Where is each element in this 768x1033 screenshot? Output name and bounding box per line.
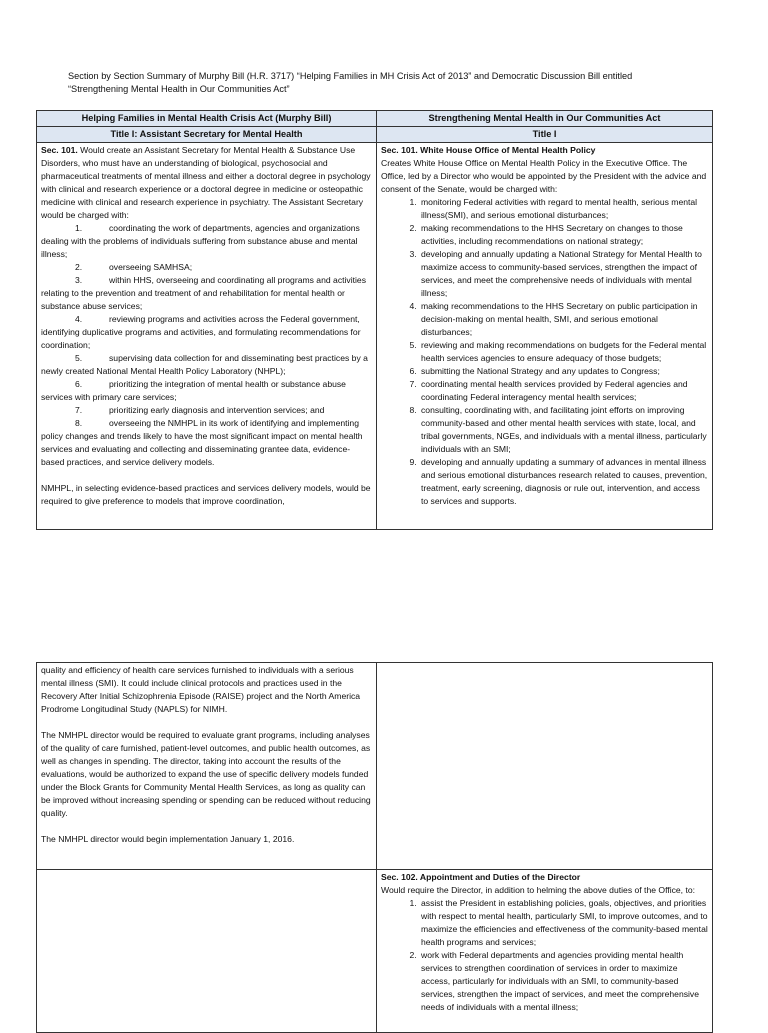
list-item <box>41 313 372 352</box>
item-number: 7. <box>75 405 83 415</box>
list-item: 3. developing and annually updating a National Strategy for Mental Health to maximize access to community-based services, strengthen the impact of services, and meet the comprehensive needs of individuals with mental illness; <box>419 248 708 300</box>
list-item <box>41 352 372 378</box>
item-number: 3. <box>75 275 83 285</box>
item-number: 2. <box>75 262 83 272</box>
section-label: Sec. 101. <box>41 145 78 155</box>
left-column-header: Helping Families in Mental Health Crisis Act (Murphy Bill) <box>37 111 377 127</box>
list-item: 9. developing and annually updating a summary of advances in mental illness and serious emotional disturbances research related to causes, prevention, treatment, early screening, diagnosis or rule out, intervention, and access to services and supports. <box>419 456 708 508</box>
murphy-continued-para-2: The NMHPL director would be required to evaluate grant programs, including analyses of the quality of care furnished, patient-level outcomes, and public health outcomes, as well as changes in spending. The director, taking into account the results of the evaluations, would be authorized to expand the use of specific delivery models funded under the Block Grants for Community Mental Health Services, as long as quality can be improved without increasing spending or spending can be reduced without reducing quality. <box>41 730 371 818</box>
section-label: Sec. 101. White House Office of Mental Health Policy <box>381 145 596 155</box>
document-intro <box>68 70 708 96</box>
item-text: within HHS, overseeing and coordinating all programs and activities relating to the prevention and treatment of and rehabilitation for mental health or substance abuse services; <box>41 275 366 311</box>
list-item: 8. consulting, coordinating with, and facilitating joint efforts on improving community-based and other mental health services with state, local, and tribal governments, NGEs, and individuals with a mental illness, particularly individuals with an SMI; <box>419 404 708 456</box>
list-item <box>41 404 372 417</box>
comparison-table <box>36 110 713 530</box>
item-text: overseeing the NMHPL in its work of identifying and implementing policy changes and trends likely to have the most significant impact on mental health services and evaluating and collecting and disseminating grantee data, evidence-based practices, and service delivery models. <box>41 418 363 467</box>
list-item <box>41 378 372 404</box>
murphy-sec-101-intro: Sec. 101. Would create an Assistant Secretary for Mental Health & Substance Use Disorders, who must have an understanding of biological, psychosocial and pharmaceutical treatments of mental illness and either a doctoral degree in psychology with clinical and research experience or a doctoral degree in medicine or osteopathic medicine with clinical and research experience in psychiatry. The Assistant Secretary would be charged with: <box>41 145 371 220</box>
comparison-table-continued <box>36 662 713 1033</box>
section-label: Sec. 102. Appointment and Duties of the Director <box>381 872 581 882</box>
left-title-header: Title I: Assistant Secretary for Mental Health <box>37 127 377 143</box>
murphy-continued-cell <box>37 663 377 870</box>
list-item <box>41 261 372 274</box>
director-duties-list <box>381 897 708 1014</box>
democratic-sec-101-intro: Creates White House Office on Mental Health Policy in the Executive Office. The Office, led by a Director who would be appointed by the President with the advice and consent of the Senate, would be charged with: <box>381 158 707 194</box>
item-text: prioritizing the integration of mental health or substance abuse services with primary care services; <box>41 379 346 402</box>
list-item: 2. work with Federal departments and agencies providing mental health services to strengthen coordination of services in order to maximize access, particularly for individuals with an SMI, to community-based services, strengthen the impact of services, and meet the comprehensive needs of individuals with a mental illness; <box>419 949 708 1014</box>
list-item: 2. making recommendations to the HHS Secretary on changes to those activities, including recommendations on national strategy; <box>419 222 708 248</box>
intro-line-2: “Strengthening Mental Health in Our Communities Act” <box>68 84 290 94</box>
right-column-header: Strengthening Mental Health in Our Communities Act <box>377 111 713 127</box>
democratic-sec-102-cell <box>377 870 713 1033</box>
item-text: reviewing programs and activities across the Federal government, identifying duplicative programs and activities, and formulating recommendations for coordination; <box>41 314 361 350</box>
democratic-sec-101-cell <box>377 143 713 530</box>
right-title-header: Title I <box>377 127 713 143</box>
murphy-continued-para-3: The NMHPL director would begin implementation January 1, 2016. <box>41 834 295 844</box>
item-text: prioritizing early diagnosis and intervention services; and <box>109 405 325 415</box>
empty-cell <box>37 870 377 1033</box>
list-item: 1. assist the President in establishing policies, goals, objectives, and priorities with respect to mental health, particularly SMI, to improve outcomes, and to maximize the efficiencies and effectiveness of the community-based mental health programs and services; <box>419 897 708 949</box>
list-item <box>41 222 372 261</box>
list-item: 1. monitoring Federal activities with regard to mental health, serious mental illness(SMI), and serious emotional disturbances; <box>419 196 708 222</box>
democratic-sec-102-intro: Would require the Director, in addition to helming the above duties of the Office, to: <box>381 885 696 895</box>
murphy-continued-para-1: quality and efficiency of health care services furnished to individuals with a serious mental illness (SMI). It could include clinical protocols and practices used in the Recovery After Initial Schizophrenia Episode (RAISE) project and the North America Prodrome Longitudinal Study (NAPLS) for NIMH. <box>41 665 361 714</box>
murphy-sec-101-cell <box>37 143 377 530</box>
item-text: overseeing SAMHSA; <box>109 262 193 272</box>
item-number: 1. <box>75 223 83 233</box>
item-number: 8. <box>75 418 83 428</box>
item-number: 5. <box>75 353 83 363</box>
white-house-duties-list <box>381 196 708 508</box>
list-item: 6. submitting the National Strategy and any updates to Congress; <box>419 365 708 378</box>
list-item: 4. making recommendations to the HHS Secretary on public participation in decision-making on mental health, SMI, and serious emotional disturbances; <box>419 300 708 339</box>
item-number: 4. <box>75 314 83 324</box>
list-item: 7. coordinating mental health services provided by Federal agencies and coordinating Federal interagency mental health services; <box>419 378 708 404</box>
list-item <box>41 417 372 469</box>
intro-line-1: Section by Section Summary of Murphy Bill (H.R. 3717) “Helping Families in MH Crisis Act of 2013” and Democratic Discussion Bill entitled <box>68 71 633 81</box>
murphy-para-after: NMHPL, in selecting evidence-based practices and services delivery models, would be required to give preference to models that improve coordination, <box>41 483 371 506</box>
item-text: supervising data collection for and disseminating best practices by a newly created National Mental Health Policy Laboratory (NHPL); <box>41 353 368 376</box>
murphy-duties-list <box>41 222 372 469</box>
empty-cell <box>377 663 713 870</box>
item-number: 6. <box>75 379 83 389</box>
item-text: coordinating the work of departments, agencies and organizations dealing with the problems of individuals suffering from substance abuse and mental illness; <box>41 223 360 259</box>
list-item: 5. reviewing and making recommendations on budgets for the Federal mental health services agencies to ensure adequacy of those budgets; <box>419 339 708 365</box>
list-item <box>41 274 372 313</box>
